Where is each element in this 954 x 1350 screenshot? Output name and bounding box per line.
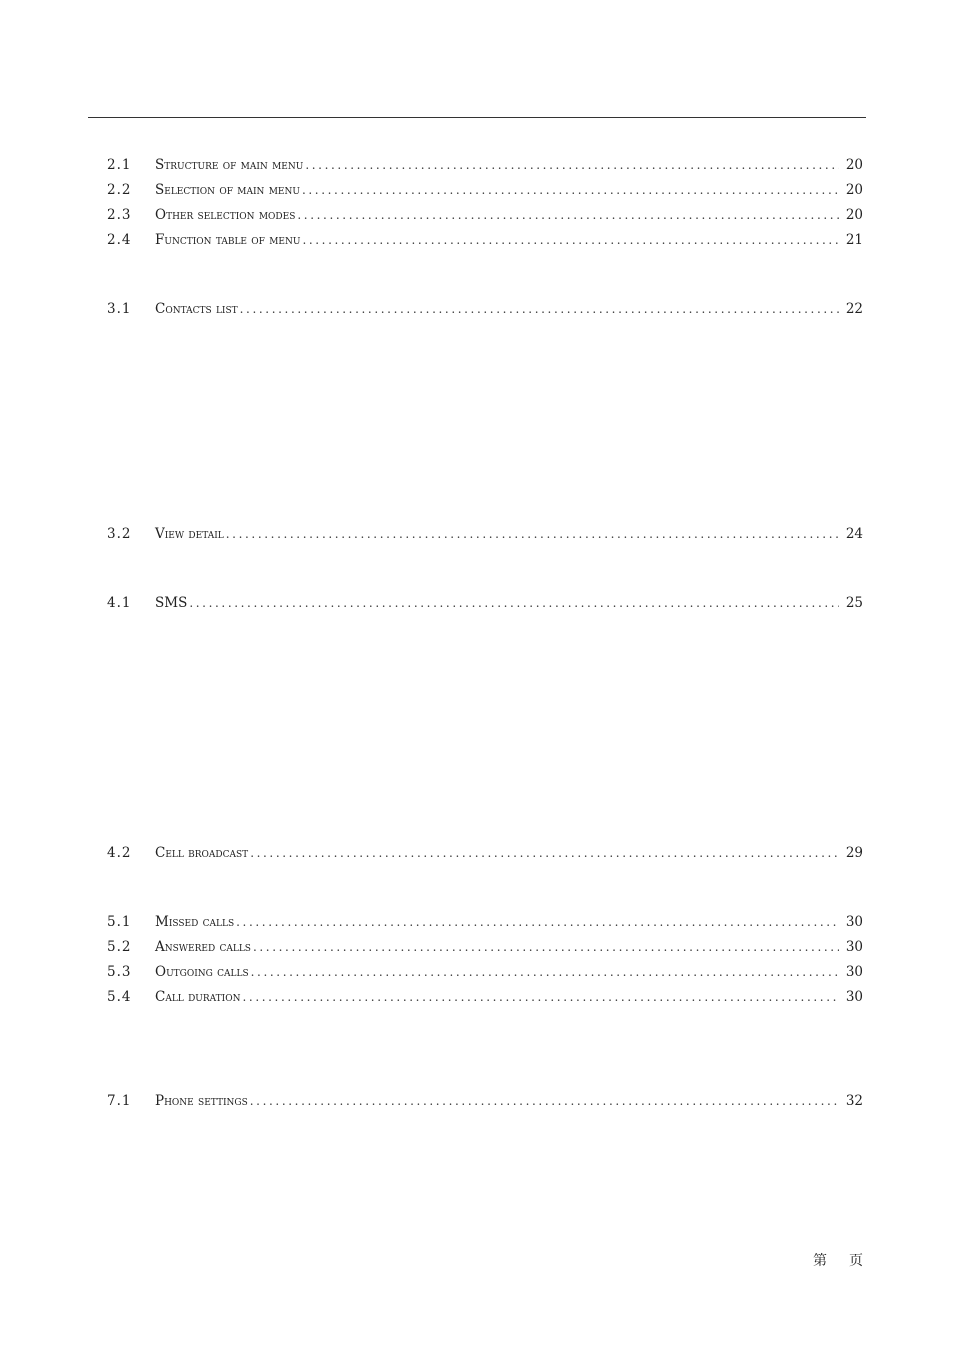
toc-page-number: 30 [845, 914, 863, 930]
toc-entry[interactable] [107, 1093, 863, 1113]
toc-leader-dots [236, 915, 839, 929]
toc-page-number: 32 [845, 1093, 863, 1109]
toc-entry[interactable] [107, 157, 863, 177]
toc-page-number: 30 [845, 964, 863, 980]
toc-leader-dots [253, 940, 839, 954]
toc-title: Selection of main menu [155, 182, 300, 198]
toc-number: 2.3 [107, 207, 132, 223]
toc-title: Function table of menu [155, 232, 301, 248]
toc-entry[interactable] [107, 595, 863, 615]
toc-page-number: 22 [845, 301, 863, 317]
toc-number: 5.1 [107, 914, 132, 930]
toc-leader-dots [242, 990, 839, 1004]
toc-number: 3.1 [107, 301, 132, 317]
toc-leader-dots [302, 183, 839, 197]
toc-title: SMS [155, 595, 188, 611]
toc-title: Structure of main menu [155, 157, 304, 173]
toc-page-number: 21 [845, 232, 863, 248]
toc-page-number: 20 [845, 182, 863, 198]
toc-leader-dots [305, 158, 839, 172]
toc-number: 5.2 [107, 939, 132, 955]
toc-title: Cell broadcast [155, 845, 249, 861]
toc-leader-dots [251, 965, 839, 979]
toc-number: 3.2 [107, 526, 132, 542]
toc-number: 5.3 [107, 964, 132, 980]
toc-leader-dots [302, 233, 839, 247]
toc-entry[interactable] [107, 232, 863, 252]
toc-number: 5.4 [107, 989, 132, 1005]
page-footer [813, 1250, 863, 1270]
toc-leader-dots [250, 846, 839, 860]
footer-ye: 页 [849, 1253, 863, 1269]
toc-title: Call duration [155, 989, 241, 1005]
toc-title: Other selection modes [155, 207, 296, 223]
toc-entry[interactable] [107, 182, 863, 202]
toc-leader-dots [250, 1094, 839, 1108]
toc-title: Answered calls [155, 939, 251, 955]
toc-entry[interactable] [107, 526, 863, 546]
toc-entry[interactable] [107, 301, 863, 321]
toc-number: 2.2 [107, 182, 132, 198]
toc-page-number: 30 [845, 989, 863, 1005]
toc-title: Contacts list [155, 301, 238, 317]
toc-entry[interactable] [107, 914, 863, 934]
toc-number: 4.1 [107, 595, 132, 611]
toc-leader-dots [226, 527, 839, 541]
toc-entry[interactable] [107, 989, 863, 1009]
toc-page-number: 20 [845, 207, 863, 223]
toc-entry[interactable] [107, 207, 863, 227]
toc-number: 2.4 [107, 232, 132, 248]
toc-entry[interactable] [107, 845, 863, 865]
toc-title: Phone settings [155, 1093, 248, 1109]
toc-page-number: 29 [845, 845, 863, 861]
toc-page-number: 24 [845, 526, 863, 542]
footer-di: 第 [813, 1253, 827, 1269]
toc-entry[interactable] [107, 939, 863, 959]
toc-page-number: 30 [845, 939, 863, 955]
toc-leader-dots [240, 302, 839, 316]
toc-title: Missed calls [155, 914, 235, 930]
toc-leader-dots [297, 208, 839, 222]
toc-leader-dots [189, 596, 839, 610]
toc-page-number: 20 [845, 157, 863, 173]
header-rule [88, 117, 866, 118]
toc-page-number: 25 [845, 595, 863, 611]
toc-title: View detail [155, 526, 224, 542]
toc-entry[interactable] [107, 964, 863, 984]
toc-title: Outgoing calls [155, 964, 249, 980]
toc-number: 4.2 [107, 845, 132, 861]
toc-number: 7.1 [107, 1093, 132, 1109]
toc-number: 2.1 [107, 157, 132, 173]
